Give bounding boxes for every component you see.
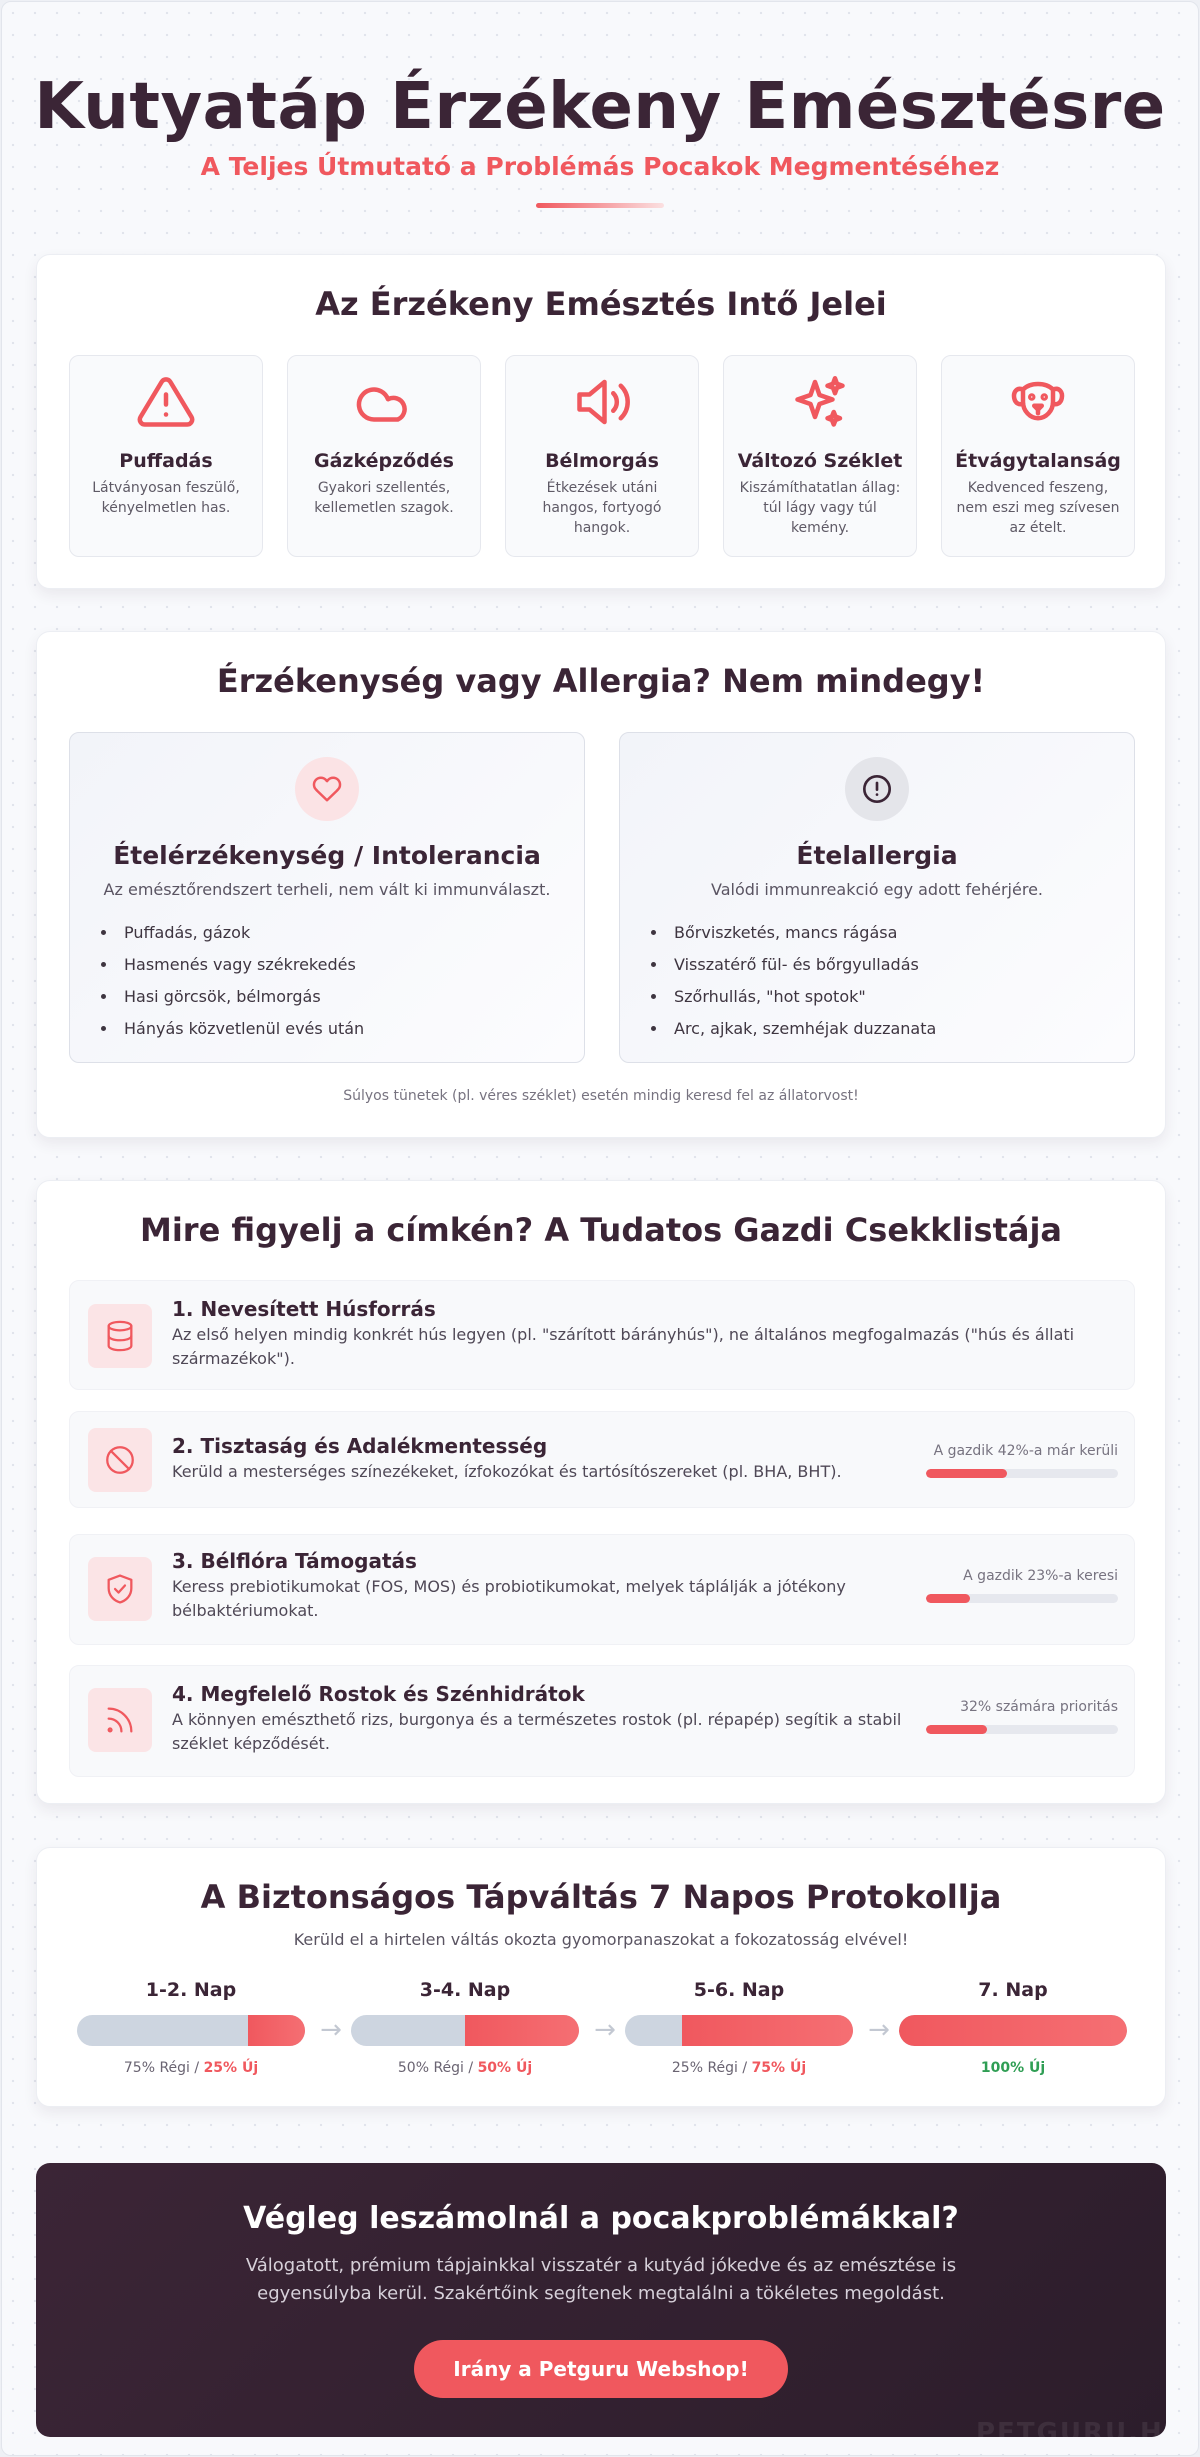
step-legend [899,2060,1127,2076]
step-label: 3-4. Nap [419,1979,511,2001]
step-label: 1-2. Nap [145,1979,237,2001]
cloud-icon [354,372,414,432]
sign-item [287,355,481,557]
cta-title: Végleg leszámolnál a pocakproblémákkal? [243,2201,959,2236]
stat-label: A gazdik 42%-a már kerüli [933,1443,1118,1459]
page-subtitle: A Teljes Útmutató a Problémás Pocakok Megmentéséhez [200,152,1000,181]
sign-text: Étkezések utáni hangos, fortyogó hangok. [542,480,662,536]
warning-icon [136,372,196,432]
step-bar [351,2015,579,2046]
arrow-right-icon: → [594,2015,616,2045]
checklist-card [36,1180,1166,1804]
shield-check-icon [88,1557,152,1621]
vet-warning-note: Súlyos tünetek (pl. véres széklet) esetén mindig keresd fel az állatorvost! [343,1088,859,1104]
sensitivity-title: Ételérzékenység / Intolerancia [113,841,541,870]
sensitivity-symptom-list [118,917,584,1045]
list-item: • Arc, ajkak, szemhéjak duzzanata [668,1013,1134,1045]
sign-text: Látványosan feszülő, kényelmetlen has. [92,480,240,516]
sensitivity-box [69,732,585,1063]
list-item: • Hányás közvetlenül evés után [118,1013,584,1045]
step-new-ratio: 75% Új [751,2060,807,2076]
sign-title: Puffadás [119,450,213,472]
step-label: 7. Nap [978,1979,1048,2001]
protocol-card [36,1847,1166,2107]
checklist-item-title: 4. Megfelelő Rostok és Szénhidrátok [172,1682,585,1706]
checklist-item-text: A könnyen emészthető rizs, burgonya és a természetes rostok (pl. répapép) segítik a stabil széklet képződését. [172,1710,902,1753]
difference-card [36,631,1166,1138]
dog-icon [1008,372,1068,432]
checklist-item-title: 3. Bélflóra Támogatás [172,1549,417,1573]
stat-label: A gazdik 23%-a keresi [963,1568,1118,1584]
list-item: • Hasmenés vagy székrekedés [118,949,584,981]
stat-bar [926,1725,1118,1734]
protocol-title: A Biztonságos Tápváltás 7 Napos Protokollja [200,1878,1002,1916]
step-bar [77,2015,305,2046]
checklist-item-title: 1. Nevesített Húsforrás [172,1297,436,1321]
alert-circle-icon [845,757,909,821]
database-icon [88,1304,152,1368]
stat-fill [926,1725,987,1734]
step-legend [351,2060,579,2076]
step-new-ratio: 100% Új [980,2060,1046,2076]
stat-label: 32% számára prioritás [960,1699,1118,1715]
cta-banner [36,2163,1166,2437]
stat-bar [926,1469,1118,1478]
sign-item [941,355,1135,557]
protocol-step [77,1979,305,2076]
protocol-step [625,1979,853,2076]
cta-text: Válogatott, prémium tápjainkkal visszatér a kutyád jókedve és az emésztése is egyensúlyba kerül. Szakértőink segítenek megtalálni a tökéletes megoldást. [245,2255,957,2304]
allergy-symptom-list [668,917,1134,1045]
page-header [2,2,1198,242]
step-old-ratio: 25% Régi / [671,2060,752,2076]
sign-text: Kedvenced feszeng, nem eszi meg szívesen az ételt. [956,480,1120,536]
sign-title: Változó Széklet [737,450,903,472]
rss-icon [88,1688,152,1752]
checklist-item [69,1534,1135,1645]
watermark: PETGURU.HU [976,2418,1187,2448]
sign-item [69,355,263,557]
sign-title: Gázképződés [314,450,454,472]
title-divider [536,203,664,208]
signs-title: Az Érzékeny Emésztés Intő Jelei [315,285,887,323]
checklist-item [69,1411,1135,1508]
step-legend [625,2060,853,2076]
heart-icon [295,757,359,821]
checklist-item-text: Az első helyen mindig konkrét hús legyen (pl. "szárított bárányhús"), ne általános megfogalmazás ("hús és állati származékok"). [172,1325,1075,1368]
list-item: • Visszatérő fül- és bőrgyulladás [668,949,1134,981]
step-old-ratio: 75% Régi / [123,2060,204,2076]
sign-text: Kiszámíthatatlan állag: túl lágy vagy túl kemény. [739,480,901,536]
sign-title: Étvágytalanság [955,450,1121,472]
protocol-step [351,1979,579,2076]
sparkles-icon [790,372,850,432]
checklist-item-text: Keress prebiotikumokat (FOS, MOS) és probiotikumokat, melyek táplálják a jótékony bélbaktériumokat. [172,1577,846,1620]
list-item: • Puffadás, gázok [118,917,584,949]
checklist-item-title: 2. Tisztaság és Adalékmentesség [172,1434,548,1458]
allergy-box [619,732,1135,1063]
ban-icon [88,1428,152,1492]
checklist-title: Mire figyelj a címkén? A Tudatos Gazdi Csekklistája [139,1211,1063,1249]
page-title: Kutyatáp Érzékeny Emésztésre [34,70,1166,144]
stat-indicator [926,1699,1118,1734]
checklist-item [69,1665,1135,1777]
step-new-ratio: 50% Új [477,2060,533,2076]
step-new-fill [465,2015,579,2046]
step-old-ratio: 50% Régi / [397,2060,478,2076]
protocol-step [899,1979,1127,2076]
allergy-desc: Valódi immunreakció egy adott fehérjére. [710,880,1043,899]
step-new-ratio: 25% Új [203,2060,259,2076]
checklist-item-text: Kerüld a mesterséges színezékeket, ízfokozókat és tartósítószereket (pl. BHA, BHT). [172,1462,842,1481]
step-new-fill [682,2015,853,2046]
difference-title: Érzékenység vagy Allergia? Nem mindegy! [216,662,986,700]
signs-card [36,254,1166,589]
step-new-fill [899,2015,1127,2046]
webshop-button[interactable]: Irány a Petguru Webshop! [414,2340,788,2398]
checklist-item [69,1280,1135,1390]
sign-item [723,355,917,557]
sign-item [505,355,699,557]
sensitivity-desc: Az emésztőrendszert terheli, nem vált ki immunválaszt. [103,880,551,899]
stat-indicator [926,1568,1118,1603]
stat-bar [926,1594,1118,1603]
protocol-subtitle: Kerüld el a hirtelen váltás okozta gyomorpanaszokat a fokozatosság elvével! [293,1930,909,1949]
step-legend [77,2060,305,2076]
difference-columns [69,732,1135,1063]
signs-list [69,355,1135,557]
sign-text: Gyakori szellentés, kellemetlen szagok. [314,480,454,516]
sign-title: Bélmorgás [545,450,659,472]
list-item: • Szőrhullás, "hot spotok" [668,981,1134,1013]
stat-fill [926,1469,1007,1478]
step-bar [625,2015,853,2046]
step-label: 5-6. Nap [693,1979,785,2001]
arrow-right-icon: → [868,2015,890,2045]
speaker-icon [572,372,632,432]
step-bar [899,2015,1127,2046]
arrow-right-icon: → [320,2015,342,2045]
stat-fill [926,1594,970,1603]
list-item: • Bőrviszketés, mancs rágása [668,917,1134,949]
allergy-title: Ételallergia [796,841,958,870]
stat-indicator [926,1443,1118,1478]
page [1,1,1199,2456]
list-item: • Hasi görcsök, bélmorgás [118,981,584,1013]
step-new-fill [248,2015,305,2046]
